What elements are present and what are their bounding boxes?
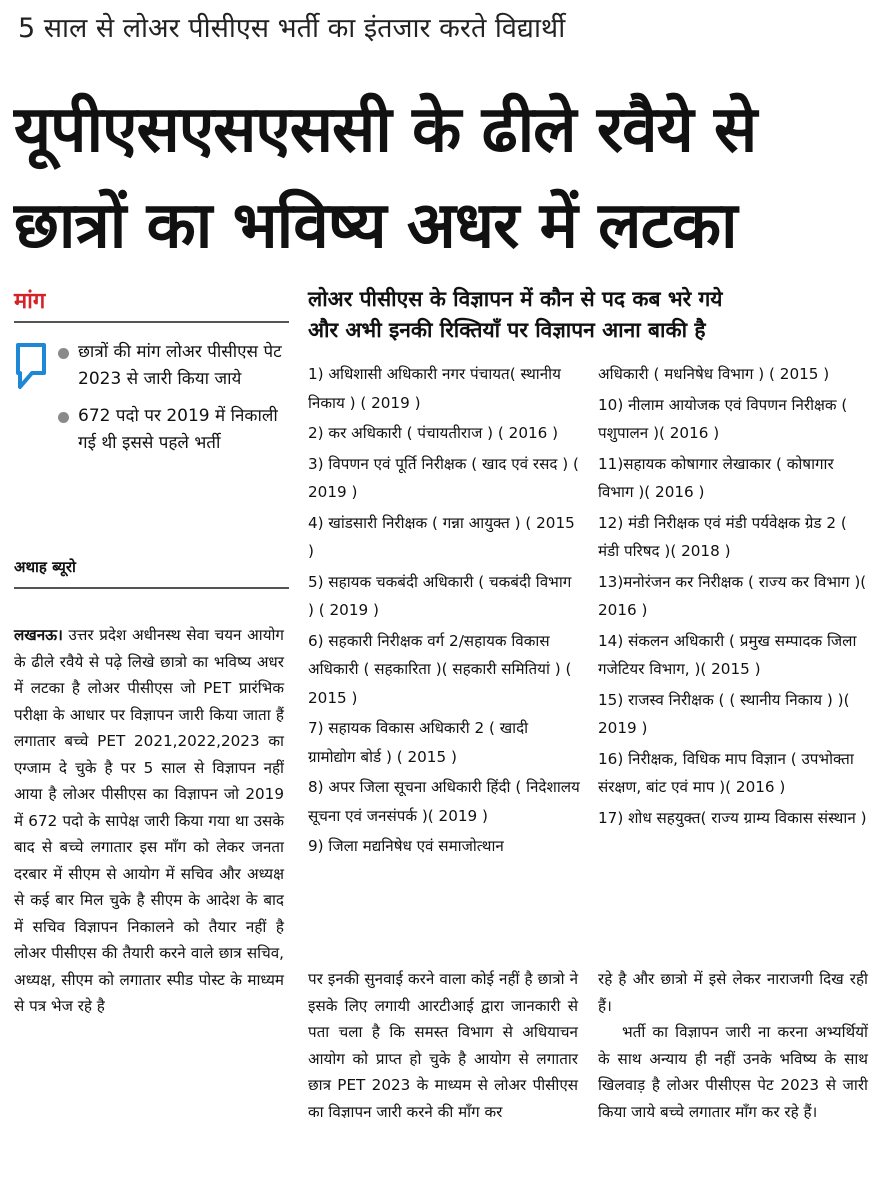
demand-list — [54, 339, 289, 467]
article-body-right — [598, 966, 868, 1125]
post-item: 13)मनोरंजन कर निरीक्षक ( राज्य कर विभाग )( 2016 ) — [598, 572, 867, 619]
kicker: 5 साल से लोअर पीसीएस भर्ती का इंतजार करते विद्यार्थी — [18, 13, 566, 44]
article-paragraph: भर्ती का विज्ञापन जारी ना करना अभ्यर्थियों के साथ अन्याय ही नहीं उनके भविष्य के साथ खिलवाड़ है लोअर पीसीएस पेट 2023 से जारी किया जाये बच्चे लगातार माँग कर रहे हैं। — [598, 1023, 868, 1121]
post-item: 9) जिला मद्यनिषेध एवं समाजोत्थान — [308, 837, 504, 855]
post-item: 2) कर अधिकारी ( पंचायतीराज ) ( 2016 ) — [308, 424, 559, 442]
demand-box — [14, 339, 289, 529]
article-paragraph: रहे है और छात्रो में इसे लेकर नाराजगी दिख रही हैं। — [598, 970, 868, 1015]
dateline: लखनऊ। — [14, 626, 63, 644]
headline — [14, 82, 864, 274]
demand-item: 672 पदो पर 2019 में निकाली गई थी इससे पहले भर्ती — [54, 403, 289, 457]
headline-line-1: यूपीएसएसएससी के ढीले रवैये से — [14, 93, 757, 167]
post-item: 12) मंडी निरीक्षक एवं मंडी पर्यवेक्षक ग्रेड 2 ( मंडी परिषद )( 2018 ) — [598, 513, 847, 560]
post-item: 17) शोध सहयुक्त( राज्य ग्राम्य विकास संस्थान ) — [598, 808, 867, 827]
divider — [14, 587, 289, 589]
posts-table-title: लोअर पीसीएस के विज्ञापन में कौन से पद कब भरे गये और अभी इनकी रिक्तियाँ पर विज्ञापन आना बाकी है — [308, 287, 723, 342]
post-item: 15) राजस्व निरीक्षक ( ( स्थानीय निकाय ) )( 2019 ) — [598, 690, 850, 737]
post-item: 16) निरीक्षक, विधिक माप विज्ञान ( उपभोक्ता संरक्षण, बांट एवं माप )( 2016 ) — [598, 749, 854, 796]
post-item: 11)सहायक कोषागार लेखाकार ( कोषागार विभाग )( 2016 ) — [598, 454, 834, 501]
article-text: उत्तर प्रदेश अधीनस्थ सेवा चयन आयोग के ढीले रवैये से पढ़े लिखे छात्रो का भविष्य अधर में लटका है लोअर पीसीएस जो PET प्रारंभिक परीक्षा के आधार पर विज्ञापन जारी किया जाता हैं लगातार बच्चे PET 2021,2022,2023 का एग्जाम दे चुके है पर 5 साल से विज्ञापन नहीं आया है लोअर पीसीएस का विज्ञापन जो 2019 में 672 पदो के सापेक्ष जारी किया गया था उसके बाद से बच्चे लगातार इस माँग को लेकर जनता दरबार में सीएम से आयोग में सचिव और अध्यक्ष से कई बार मिल चुके है सीएम के आदेश के बाद में सचिव विज्ञापन निकालने को तैयार नहीं है लोअर पीसीएस की तैयारी करने वाले छात्र सचिव, अध्यक्ष, सीएम को लगातार स्पीड पोस्ट के माध्यम से पत्र भेज रहे है — [14, 626, 284, 1015]
post-item: 14) संकलन अधिकारी ( प्रमुख सम्पादक जिला गजेटियर विभाग, )( 2015 ) — [598, 631, 857, 678]
quote-icon — [16, 343, 46, 391]
post-item: 6) सहकारी निरीक्षक वर्ग 2/सहायक विकास अधिकारी ( सहकारिता )( सहकारी समितियां ) ( 2015 ) — [308, 631, 572, 707]
post-item: 8) अपर जिला सूचना अधिकारी हिंदी ( निदेशालय सूचना एवं जनसंपर्क )( 2019 ) — [308, 778, 580, 825]
headline-line-2: छात्रों का भविष्य अधर में लटका — [14, 189, 737, 263]
demand-item: छात्रों की मांग लोअर पीसीएस पेट 2023 से जारी किया जाये — [54, 339, 289, 393]
demand-title: मांग — [14, 289, 46, 314]
byline: अथाह ब्यूरो — [14, 558, 76, 576]
divider — [14, 321, 289, 323]
post-item: 7) सहायक विकास अधिकारी 2 ( खादी ग्रामोद्योग बोर्ड ) ( 2015 ) — [308, 719, 529, 766]
post-item: 4) खांडसारी निरीक्षक ( गन्ना आयुक्त ) ( 2015 ) — [308, 513, 575, 560]
posts-list-col2 — [598, 360, 870, 834]
posts-list-col1 — [308, 360, 580, 863]
article-body-mid: पर इनकी सुनवाई करने वाला कोई नहीं है छात्रो ने इसके लिए लगायी आरटीआई द्वारा जानकारी से पता चला है कि समस्त विभाग से अधियाचन आयोग को प्राप्त हो चुके है आयोग से लगातार छात्र PET 2023 के माध्यम से लोअर पीसीएस का विज्ञापन जारी करने की माँग कर — [308, 970, 578, 1121]
post-item: अधिकारी ( मधनिषेध विभाग ) ( 2015 ) — [598, 365, 830, 383]
post-item: 1) अधिशासी अधिकारी नगर पंचायत( स्थानीय निकाय ) ( 2019 ) — [308, 365, 561, 412]
post-item: 5) सहायक चकबंदी अधिकारी ( चकबंदी विभाग ) ( 2019 ) — [308, 572, 572, 619]
post-item: 3) विपणन एवं पूर्ति निरीक्षक ( खाद एवं रसद ) ( 2019 ) — [308, 454, 579, 501]
bullet-icon — [58, 348, 69, 359]
bullet-icon — [58, 412, 69, 423]
article-body-left — [14, 622, 284, 1020]
demand-section — [14, 285, 289, 589]
post-item: 10) नीलाम आयोजक एवं विपणन निरीक्षक ( पशुपालन )( 2016 ) — [598, 395, 848, 442]
